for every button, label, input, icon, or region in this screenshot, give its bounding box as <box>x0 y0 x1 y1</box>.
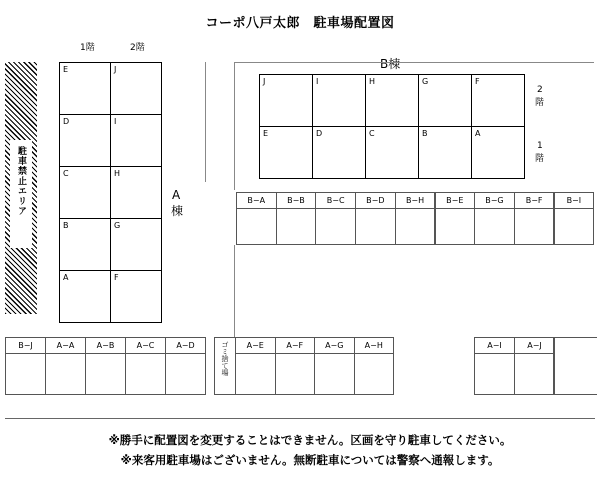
b-floor1-num: 1 <box>537 141 543 151</box>
parking-spot <box>5 337 46 395</box>
building-a-room <box>59 218 111 271</box>
parking-spot-label: B−I <box>555 193 594 209</box>
building-b-label: B棟 <box>380 57 401 71</box>
parking-spot-label: B−J <box>6 338 45 354</box>
room-label: C <box>369 129 375 138</box>
building-a-room <box>110 166 162 219</box>
room-label: A <box>63 273 69 282</box>
parking-spot-empty <box>553 337 597 395</box>
parking-spot-label: A−F <box>276 338 315 354</box>
boundary-line <box>205 62 206 182</box>
building-a-room <box>110 114 162 167</box>
room-label: D <box>316 129 323 138</box>
room-label: H <box>114 169 121 178</box>
building-b-room <box>471 74 525 127</box>
parking-spot-label: B−F <box>515 193 554 209</box>
floor-1-label: 1階 <box>80 43 95 53</box>
garbage-label: ゴミ捨て場 <box>221 341 229 376</box>
parking-spot-label: B−A <box>237 193 276 209</box>
b-floor1-kai: 階 <box>535 154 545 164</box>
building-a-room <box>110 270 162 323</box>
building-a-room <box>59 62 111 115</box>
no-parking-label-box <box>10 140 32 248</box>
parking-spot <box>45 337 86 395</box>
room-label: H <box>369 77 376 86</box>
boundary-line <box>234 245 235 337</box>
building-a-room <box>59 270 111 323</box>
parking-spot <box>276 192 317 245</box>
parking-spot-label: A−I <box>475 338 514 354</box>
building-a-letter: A <box>172 188 181 202</box>
parking-spot-label: A−C <box>126 338 165 354</box>
building-a-room <box>59 114 111 167</box>
boundary-line <box>234 62 235 190</box>
parking-spot-label: B−D <box>356 193 395 209</box>
floor-2-label: 2階 <box>130 43 145 53</box>
parking-spot <box>554 192 595 245</box>
building-b-room <box>365 74 419 127</box>
parking-spot-label: B−B <box>277 193 316 209</box>
room-label: J <box>114 65 117 74</box>
parking-spot-label: A−D <box>166 338 205 354</box>
room-label: B <box>63 221 69 230</box>
parking-spot <box>354 337 395 395</box>
page-title: コーポ八戸太郎 駐車場配置図 <box>205 16 395 31</box>
parking-spot <box>514 192 555 245</box>
building-b-room <box>365 126 419 179</box>
parking-spot <box>235 337 276 395</box>
parking-spot <box>85 337 126 395</box>
building-a-ton: 棟 <box>171 204 184 218</box>
parking-spot-label: A−B <box>86 338 125 354</box>
parking-spot-label: B−G <box>475 193 514 209</box>
parking-spot-label: A−E <box>236 338 275 354</box>
parking-spot <box>435 192 476 245</box>
b-floor2-num: 2 <box>537 85 543 95</box>
parking-spot <box>275 337 316 395</box>
parking-spot-label: A−G <box>315 338 354 354</box>
no-parking-label: 駐車禁止エリア <box>16 146 26 216</box>
room-label: I <box>316 77 319 86</box>
parking-spot <box>125 337 166 395</box>
room-label: I <box>114 117 117 126</box>
parking-spot <box>474 337 515 395</box>
boundary-line <box>234 62 594 63</box>
parking-spot <box>395 192 436 245</box>
room-label: G <box>114 221 121 230</box>
parking-spot <box>514 337 555 395</box>
building-b-room <box>418 126 472 179</box>
building-a-room <box>110 62 162 115</box>
room-label: J <box>263 77 266 86</box>
room-label: F <box>475 77 480 86</box>
bottom-divider <box>5 418 595 419</box>
garbage-area <box>214 337 236 395</box>
building-b-room <box>259 74 313 127</box>
parking-spot-label: B−C <box>316 193 355 209</box>
room-label: B <box>422 129 428 138</box>
room-label: G <box>422 77 429 86</box>
parking-spot-label: A−A <box>46 338 85 354</box>
building-a-room <box>59 166 111 219</box>
building-b-room <box>312 74 366 127</box>
building-b-room <box>418 74 472 127</box>
parking-spot <box>315 192 356 245</box>
b-floor2-kai: 階 <box>535 98 545 108</box>
room-label: A <box>475 129 481 138</box>
building-a-room <box>110 218 162 271</box>
parking-spot <box>165 337 206 395</box>
parking-spot-label: B−H <box>396 193 435 209</box>
room-label: E <box>63 65 69 74</box>
room-label: D <box>63 117 70 126</box>
parking-spot-label: A−H <box>355 338 394 354</box>
building-b-room <box>312 126 366 179</box>
room-label: C <box>63 169 69 178</box>
parking-spot <box>355 192 396 245</box>
note-2: ※来客用駐車場はございません。無断駐車については警察へ通報します。 <box>120 453 500 467</box>
parking-spot-label: B−E <box>436 193 475 209</box>
parking-spot-label: A−J <box>515 338 554 354</box>
note-1: ※勝手に配置図を変更することはできません。区画を守り駐車してください。 <box>108 433 512 447</box>
parking-spot <box>236 192 277 245</box>
parking-spot <box>314 337 355 395</box>
building-b-room <box>259 126 313 179</box>
parking-spot <box>474 192 515 245</box>
building-b-room <box>471 126 525 179</box>
room-label: F <box>114 273 119 282</box>
room-label: E <box>263 129 269 138</box>
